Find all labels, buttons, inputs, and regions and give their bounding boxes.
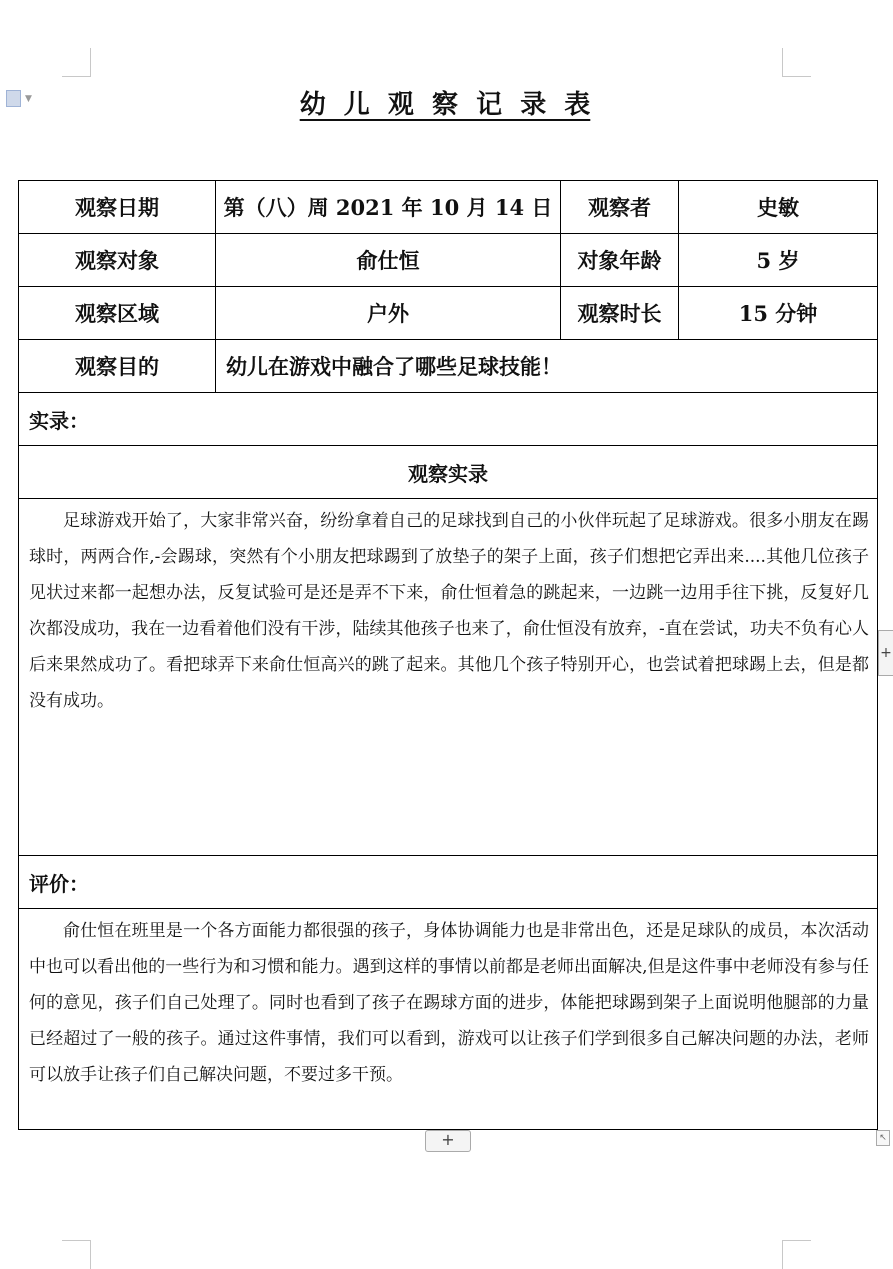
table-row	[19, 909, 878, 1130]
label-subject-age: 对象年龄	[561, 234, 679, 287]
page-corner-mark-bottom-right	[782, 1240, 811, 1269]
table-row	[19, 234, 878, 287]
label-observation-duration: 观察时长	[561, 287, 679, 340]
table-row	[19, 181, 878, 234]
table-row	[19, 287, 878, 340]
evaluation-text[interactable]: 俞仕恒在班里是一个各方面能力都很强的孩子，身体协调能力也是非常出色，还是足球队的成员，本次活动中也可以看出他的一些行为和习惯和能力。遇到这样的事情以前都是老师出面解决,但是这件事中老师没有参与任何的意见，孩子们自己处理了。同时也看到了孩子在踢球方面的进步，体能把球踢到架子上面说明他腿部的力量已经超过了一般的孩子。通过这件事情，我们可以看到，游戏可以让孩子们学到很多自己解决问题的办法，老师可以放手让孩子们自己解决问题，不要过多干预。	[19, 909, 878, 1130]
chevron-down-icon: ▼	[25, 93, 32, 104]
duration-value[interactable]: 15 分钟	[679, 287, 878, 340]
observation-date-value[interactable]: 第（八）周 2021 年 10 月 14 日	[216, 181, 561, 234]
area-value[interactable]: 户外	[216, 287, 561, 340]
table-row	[19, 393, 878, 446]
purpose-value[interactable]: 幼儿在游戏中融合了哪些足球技能！	[216, 340, 878, 393]
page-corner-mark-top-right	[782, 48, 811, 77]
table-row	[19, 340, 878, 393]
page-corner-mark-top-left	[62, 48, 91, 77]
observer-value[interactable]: 史敏	[679, 181, 878, 234]
evaluation-section-label: 评价：	[19, 856, 878, 909]
table-row	[19, 446, 878, 499]
page-corner-mark-bottom-left	[62, 1240, 91, 1269]
record-section-title: 观察实录	[19, 446, 878, 499]
table-row	[19, 499, 878, 856]
record-section-label: 实录：	[19, 393, 878, 446]
table-resize-handle[interactable]: ↖	[876, 1130, 890, 1146]
add-row-button[interactable]: +	[425, 1130, 471, 1152]
label-observation-purpose: 观察目的	[19, 340, 216, 393]
label-observation-area: 观察区域	[19, 287, 216, 340]
add-column-button[interactable]: +	[878, 630, 893, 676]
label-observation-subject: 观察对象	[19, 234, 216, 287]
label-observation-date: 观察日期	[19, 181, 216, 234]
label-observer: 观察者	[561, 181, 679, 234]
document-title	[0, 84, 890, 121]
document-title-text: 幼 儿 观 察 记 录 表	[299, 90, 591, 120]
record-text[interactable]: 足球游戏开始了，大家非常兴奋，纷纷拿着自己的足球找到自己的小伙伴玩起了足球游戏。很多小朋友在踢球时，两两合作,-会踢球，突然有个小朋友把球踢到了放垫子的架子上面，孩子们想把它弄出来....其他几位孩子见状过来都一起想办法，反复试验可是还是弄不下来，俞仕恒着急的跳起来，一边跳一边用手往下挑，反复好几次都没成功，我在一边看着他们没有干涉，陆续其他孩子也来了，俞仕恒没有放弃，-直在尝试，功夫不负有心人后来果然成功了。看把球弄下来俞仕恒高兴的跳了起来。其他几个孩子特别开心，也尝试着把球踢上去，但是都没有成功。	[19, 499, 878, 856]
subject-value[interactable]: 俞仕恒	[216, 234, 561, 287]
observation-record-table	[18, 180, 878, 1130]
table-row	[19, 856, 878, 909]
subject-age-value[interactable]: 5 岁	[679, 234, 878, 287]
